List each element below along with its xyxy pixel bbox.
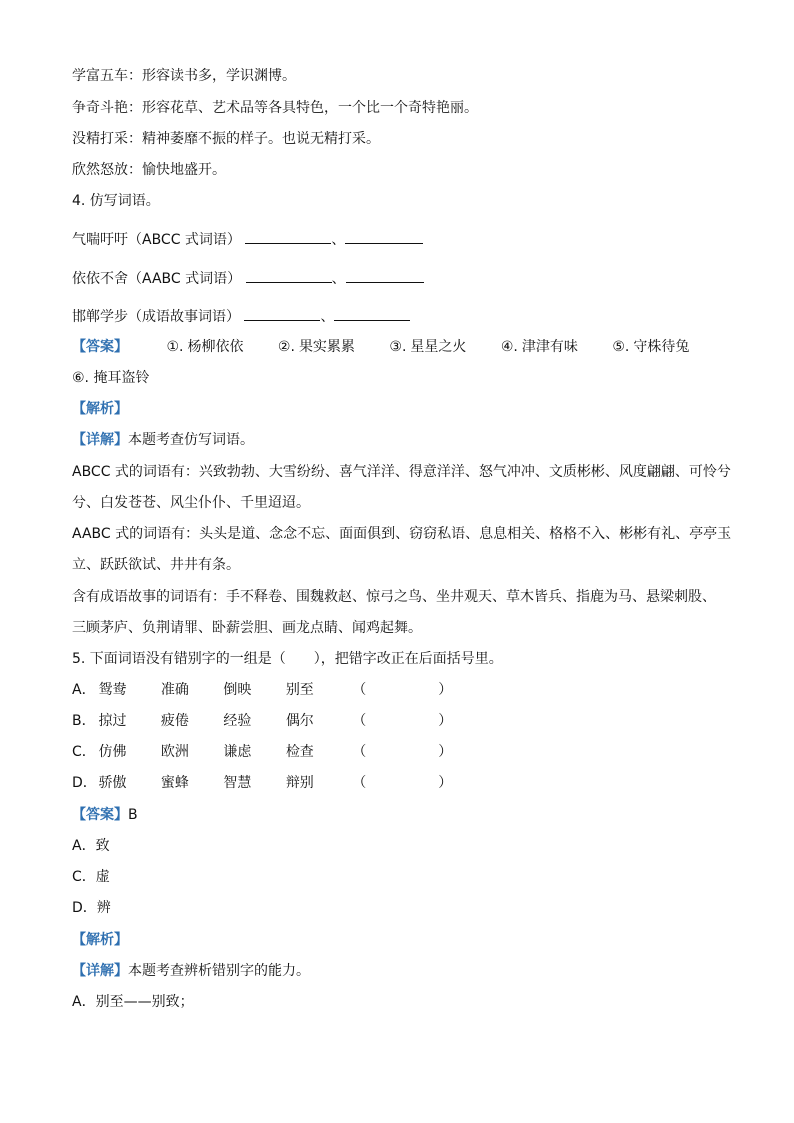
analysis-text: AABC 式的词语有：头头是道、念念不忘、面面俱到、窃窃私语、息息相关、格格不入、彬彬有礼、亭亭玉	[72, 526, 732, 542]
definition-line: 欣然怒放：愉快地盛开。	[72, 162, 226, 178]
option-word: 鸳鸯	[98, 682, 127, 698]
separator: 、	[331, 271, 346, 287]
option-label: D．	[72, 775, 97, 791]
analysis-text: 立、跃跃欲试、井井有条。	[72, 557, 240, 573]
q4-item-1	[72, 229, 423, 250]
analysis-tag: 【解析】	[72, 932, 128, 948]
option-word: 骄傲	[98, 775, 127, 791]
paren-close: ）	[438, 682, 453, 698]
option-word: 检查	[285, 744, 314, 760]
answer-item: ①. 杨柳依依	[166, 339, 244, 355]
answer-tag: 【答案】	[72, 807, 128, 823]
detail-tag: 【详解】	[72, 963, 128, 979]
q5-answer-row	[72, 805, 138, 825]
answer-blank	[246, 268, 332, 283]
analysis-tag: 【解析】	[72, 401, 128, 417]
paren-open: （	[352, 682, 367, 698]
option-word: 欧洲	[160, 744, 189, 760]
paren-close: ）	[438, 713, 453, 729]
answer-item: ⑥. 掩耳盗铃	[72, 370, 150, 386]
option-word: 经验	[223, 713, 252, 729]
q5-option-a	[72, 680, 452, 700]
fix-line: D．辨	[72, 900, 111, 916]
answer-item: ⑤. 守株待兔	[612, 339, 690, 355]
option-word: 偶尔	[285, 713, 314, 729]
q4-item-3	[72, 306, 410, 327]
option-label: C．	[72, 744, 96, 760]
separator: 、	[331, 232, 346, 248]
option-word: 疲倦	[160, 713, 189, 729]
q4-item-prompt: 邯郸学步（成语故事词语）	[72, 309, 240, 325]
paren-open: （	[352, 713, 367, 729]
option-word: 准确	[160, 682, 189, 698]
q4-item-2	[72, 268, 424, 289]
detail-line	[72, 430, 254, 450]
detail-text: 本题考查辨析错别字的能力。	[128, 963, 310, 979]
option-word: 智慧	[223, 775, 252, 791]
answer-blank	[334, 306, 410, 321]
definition-line: 学富五车：形容读书多，学识渊博。	[72, 68, 296, 84]
answer-tag: 【答案】	[72, 339, 128, 355]
option-word: 谦虑	[223, 744, 252, 760]
detail-text: 本题考查仿写词语。	[128, 432, 254, 448]
separator: 、	[320, 309, 335, 325]
definition-line: 没精打采：精神萎靡不振的样子。也说无精打采。	[72, 131, 380, 147]
option-word: 仿佛	[98, 744, 127, 760]
paren-close: ）	[438, 744, 453, 760]
answer-item: ③. 星星之火	[389, 339, 467, 355]
q4-item-prompt: 依依不舍（AABC 式词语）	[72, 271, 242, 287]
option-word: 掠过	[98, 713, 127, 729]
paren-open: （	[352, 744, 367, 760]
paren-close: ）	[438, 775, 453, 791]
q4-answer-row-2	[72, 368, 149, 388]
option-word: 别至	[285, 682, 314, 698]
answer-value: B	[128, 807, 138, 823]
option-word: 倒映	[223, 682, 252, 698]
answer-item: ④. 津津有味	[500, 339, 578, 355]
answer-blank	[245, 229, 331, 244]
detail-line	[72, 961, 310, 981]
answer-blank	[346, 268, 424, 283]
option-word: 辩别	[285, 775, 314, 791]
answer-blank	[244, 306, 320, 321]
paren-open: （	[352, 775, 367, 791]
option-label: B．	[72, 713, 96, 729]
answer-blank	[345, 229, 423, 244]
q5-option-c	[72, 742, 452, 762]
answer-item: ②. 果实累累	[277, 339, 355, 355]
option-word: 蜜蜂	[160, 775, 189, 791]
q5-option-d	[72, 773, 452, 793]
definition-line: 争奇斗艳：形容花草、艺术品等各具特色，一个比一个奇特艳丽。	[72, 100, 478, 116]
q5-option-b	[72, 711, 452, 731]
analysis-text: 三顾茅庐、负荆请罪、卧薪尝胆、画龙点睛、闻鸡起舞。	[72, 620, 422, 636]
fix-line: C．虚	[72, 869, 110, 885]
analysis-text: 兮、白发苍苍、风尘仆仆、千里迢迢。	[72, 495, 310, 511]
option-label: A．	[72, 682, 96, 698]
q4-item-prompt: 气喘吁吁（ABCC 式词语）	[72, 232, 241, 248]
analysis-text: ABCC 式的词语有：兴致勃勃、大雪纷纷、喜气洋洋、得意洋洋、怒气冲冲、文质彬彬、风度翩翩、可怜兮	[72, 464, 731, 480]
analysis-text: 含有成语故事的词语有：手不释卷、围魏救赵、惊弓之鸟、坐井观天、草木皆兵、指鹿为马、悬梁刺股、	[72, 589, 716, 605]
question-5-title: 5. 下面词语没有错别字的一组是（ ），把错字改正在后面括号里。	[72, 651, 503, 667]
analysis-text: A．别至——别致；	[72, 994, 194, 1010]
detail-tag: 【详解】	[72, 432, 128, 448]
fix-line: A．致	[72, 838, 110, 854]
question-4-title: 4. 仿写词语。	[72, 193, 160, 209]
q4-answer-row	[72, 337, 689, 357]
